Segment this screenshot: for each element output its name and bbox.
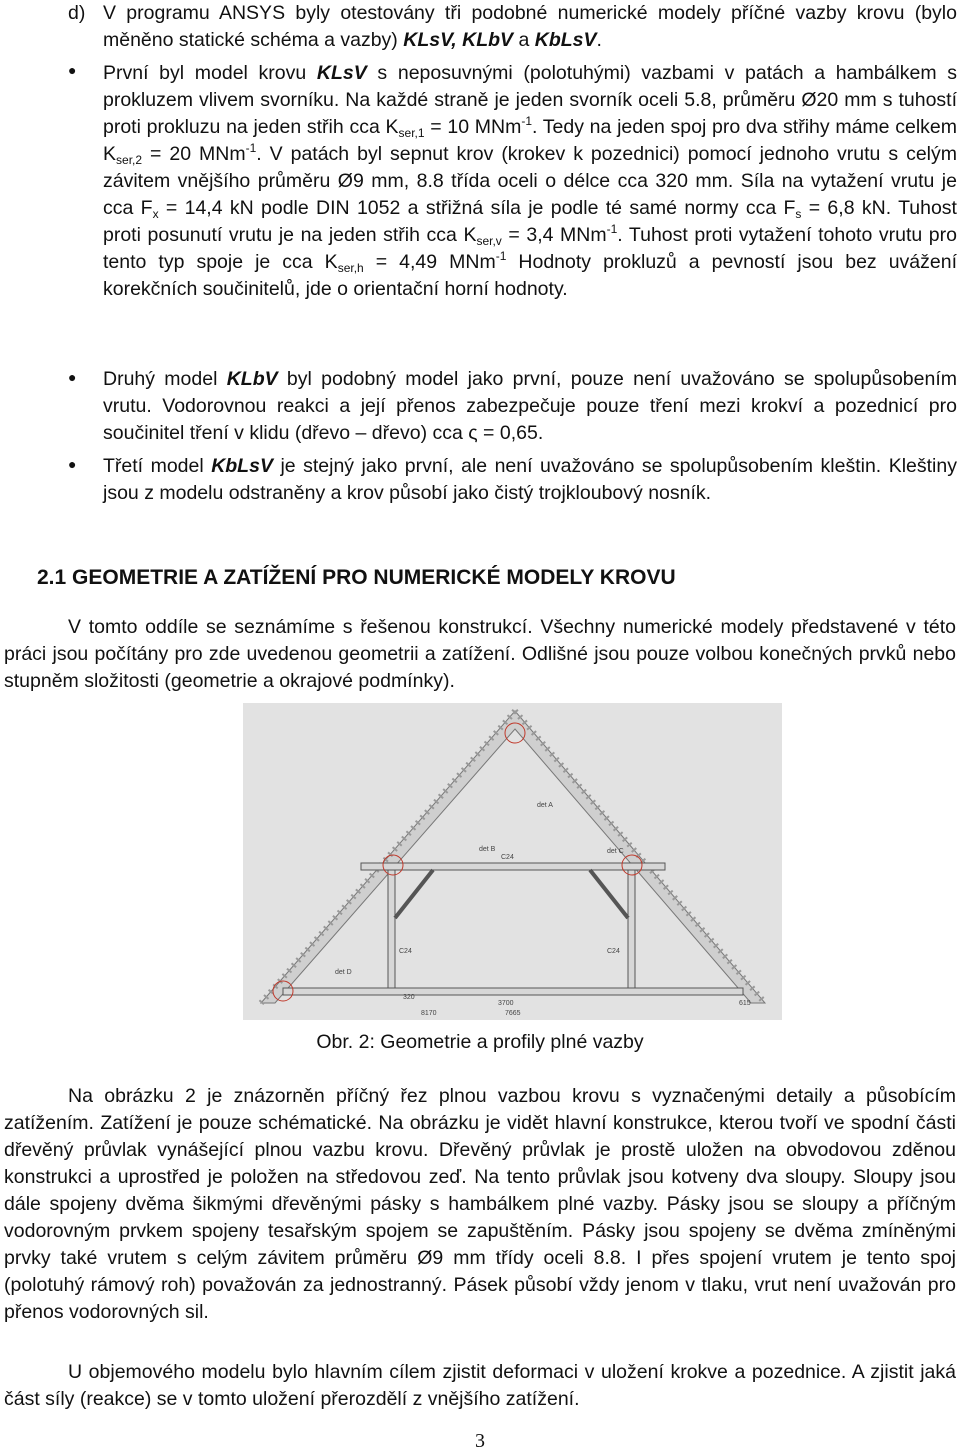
intro-and: a [513, 29, 535, 51]
b1-sup3: -1 [606, 222, 618, 236]
label-dim-8170: 8170 [421, 1010, 437, 1017]
b1-sup4: -1 [495, 249, 507, 263]
b1-model: KLsV [316, 62, 367, 84]
bullet2-paragraph [103, 366, 957, 447]
b1-t8: = 6,8 kN. Tuhost proti posunutí vrutu je na jeden střih cca K [103, 197, 957, 246]
b3-model: KbLsV [211, 455, 273, 477]
paragraph-figure-description [4, 1083, 956, 1326]
para1-text: V tomto oddíle se seznámíme s řešenou konstrukcí. Všechny numerické modely představené v této práci jsou počítány pro zde uvedenou geometrii a zatížení. Odlišné jsou pouze volbou konečných prvků nebo stupněm složitosti (geometrie a okrajové podmínky). [4, 616, 956, 692]
label-dim-7665: 7665 [505, 1010, 521, 1017]
label-dim-615: 615 [739, 1000, 751, 1007]
label-det-c: det C [607, 848, 624, 855]
model-name-kblsv: KbLsV [534, 29, 597, 51]
b1-t3: = 10 MNm [424, 116, 522, 138]
b2-model: KLbV [226, 368, 278, 390]
page-number: 3 [475, 1430, 485, 1452]
label-material-3: C24 [501, 854, 514, 861]
figure-caption: Obr. 2: Geometrie a profily plné vazby [316, 1031, 644, 1053]
b1-sub2: ser,2 [116, 153, 143, 167]
b1-t1: První byl model krovu [103, 62, 317, 84]
column-left [388, 870, 395, 988]
b1-t11: = 4,49 MNm [363, 251, 496, 273]
bullet-icon: ● [68, 62, 77, 78]
b2-t1: Druhý model [103, 368, 227, 390]
b1-t10: . Tuhost proti vytažení tohoto vrutu pro tento typ spoje je cca K [103, 224, 957, 273]
label-dim-3700: 3700 [498, 1000, 514, 1007]
para2-text: Na obrázku 2 je znázorněn příčný řez plnou vazbou krovu s vyznačenými detaily a působícím zatížením. Zatížení je pouze schématické. Na obrázku je vidět hlavní konstrukce, kterou tvoří ve spodní části dřevěný průvlak vynášející plnou vazbu krovu. Dřevěný průvlak je prostě uložen na obvodovou zděnou konstrukci a uprostřed je položen na středovou zeď. Na tento průvlak jsou kotveny dva sloupy. Sloupy jsou dále spojeny dvěma šikmými dřevěnými pásky s hambálkem plné vazby. Pásky jsou se sloupy a příčným vodorovným prvkem spojeny tesařským spojem se zapuštěním. Pásky jsou spojeny se dvěma zmíněnými prvky také vrutem s celým závitem průměru Ø9 mm třídy oceli 8.8. I přes spojení vrutem je tento spoj (polotuhý rámový roh) považován za jednostranný. Pásek působí vždy jenom v tlaku, vrut není uvažován pro přenos vodorovných sil. [4, 1085, 956, 1323]
b1-sup1: -1 [521, 114, 532, 128]
b1-sub3: x [152, 207, 159, 221]
model-names: KLsV, KLbV [403, 29, 514, 51]
bullet-icon: ● [68, 456, 77, 472]
para3-text: U objemového modelu bylo hlavním cílem zjistit deformaci v uložení krokve a pozednice. A zjistit jaká část síly (reakce) se v tomto uložení přerozdělí z vnějšího zatížení. [4, 1361, 956, 1410]
truss-drawing [243, 703, 782, 1020]
paragraph-intro [4, 614, 956, 695]
label-det-a: det A [537, 802, 553, 809]
intro-end: . [596, 29, 602, 51]
b1-t9: = 3,4 MNm [501, 224, 607, 246]
intro-paragraph [103, 0, 957, 54]
b1-t12: Hodnoty prokluzů a pevností jsou bez uvážení korekčních součinitelů, jde o orientační horní hodnoty. [103, 251, 957, 300]
b1-sub4: s [795, 207, 802, 221]
b3-t1: Třetí model [103, 455, 212, 477]
bullet1-paragraph [103, 60, 957, 303]
label-det-d: det D [335, 969, 352, 976]
figure-background [243, 703, 782, 1020]
b1-t2: s neposuvnými (polotuhými) vazbami v patách a hambálkem s prokluzem vlivem svorníku. Na každé straně je jeden svorník oceli 5.8, průměru Ø20 mm s tuhostí proti prokluzu na jeden střih cca K [103, 62, 957, 138]
b1-t5: = 20 MNm [142, 143, 246, 165]
b1-t7: = 14,4 kN podle DIN 1052 a střižná síla je podle té samé normy cca F [158, 197, 796, 219]
section-heading: 2.1 GEOMETRIE A ZATÍŽENÍ PRO NUMERICKÉ MODELY KROVU [37, 566, 676, 589]
label-dim-320: 320 [403, 994, 415, 1001]
tie-beam [283, 988, 743, 995]
b1-t6: . V patách byl sepnut krov (krokev k pozednici) pomocí jednoho vrutu s celým závitem vnějšího průměru Ø9 mm, 8.8 třída oceli o délce cca 320 mm. Síla na vytažení vrutu je cca F [103, 143, 957, 219]
b2-t2: byl podobný model jako první, pouze není uvažováno se spolupůsobením vrutu. Vodorovnou reakci a její přenos zabezpečuje pouze tření mezi krokví a pozednicí pro součinitel tření v klidu (dřevo – dřevo) cca ς = 0,65. [103, 368, 957, 444]
b1-sub1: ser,1 [398, 126, 425, 140]
bullet3-paragraph [103, 453, 957, 507]
b3-t2: je stejný jako první, ale není uvažováno se spolupůsobením kleštin. Kleštiny jsou z modelu odstraněny a krov působí jako čistý trojkloubový nosník. [103, 455, 957, 504]
intro-marker: d) [68, 2, 86, 24]
label-det-b: det B [479, 846, 496, 853]
b1-sub5: ser,v [476, 234, 502, 248]
b1-sup2: -1 [245, 141, 257, 155]
b1-t4: . Tedy na jeden spoj pro dva střihy máme celkem K [103, 116, 957, 165]
bullet-icon: ● [68, 369, 77, 385]
intro-text: V programu ANSYS byly otestovány tři podobné numerické modely příčné vazby krovu (bylo měněno statické schéma a vazby) [103, 2, 957, 51]
label-material-1: C24 [399, 948, 412, 955]
collar-beam [361, 863, 665, 870]
paragraph-model-goal [4, 1359, 956, 1413]
roof-truss-figure [243, 703, 782, 1020]
b1-sub6: ser,h [337, 261, 364, 275]
label-material-2: C24 [607, 948, 620, 955]
column-right [628, 870, 635, 988]
